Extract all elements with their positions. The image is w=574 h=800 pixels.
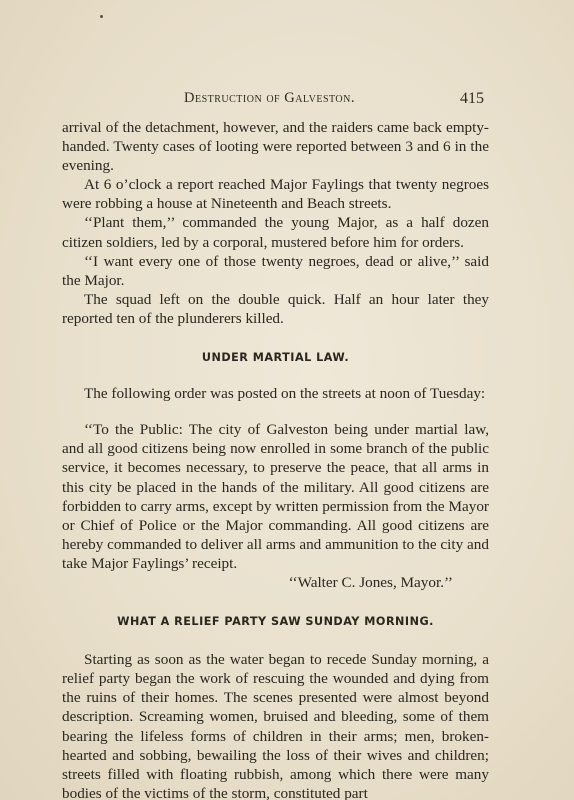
paragraph: At 6 o’clock a report reached Major Faylings that twenty negroes were robbing a house at Nineteenth and Beach streets. [62,176,489,213]
running-title: Destruction of Galveston. [184,90,355,106]
paragraph: Starting as soon as the water began to recede Sunday morning, a relief party began the work of rescuing the wounded and dying from the ruins of their homes. The scenes presented were almost beyond description. Screaming women, bruised and bleeding, some of them bearing the lifeless forms of children in their arms; men, broken-hearted and sobbing, bewailing the loss of their wives and children; streets filled with floating rubbish, among which there were many bodies of the victims of the storm, constituted part [62,651,489,800]
signature: ‘‘Walter C. Jones, Mayor.’’ [288,573,453,591]
paragraph: arrival of the detachment, however, and the raiders came back empty-handed. Twenty cases of looting were reported between 3 and 6 in the evening. [62,119,489,175]
running-head [62,90,490,110]
paragraph: The following order was posted on the streets at noon of Tuesday: [84,385,486,403]
ink-speck [100,15,103,18]
paragraph: ‘‘I want every one of those twenty negroes, dead or alive,’’ said the Major. [62,252,489,289]
body-text [62,118,489,800]
section-heading: UNDER MARTIAL LAW. [201,351,350,365]
section-heading: WHAT A RELIEF PARTY SAW SUNDAY MORNING. [117,615,434,629]
quoted-order: ‘‘To the Public: The city of Galveston being under martial law, and all good citizens being now enrolled in some branch of the public service, it becomes necessary, to preserve the peace, that all arms in this city be placed in the hands of the military. All good citizens are forbidden to carry arms, except by written permission from the Mayor or Chief of Police or the Major commanding. All good citizens are hereby commanded to deliver all arms and ammunition to the city and take Major Faylings’ receipt. [62,421,489,572]
paragraph: ‘‘Plant them,’’ commanded the young Major, as a half dozen citizen soldiers, led by a corporal, mustered before him for orders. [62,214,489,251]
paragraph: The squad left on the double quick. Half an hour later they reported ten of the plunderers killed. [62,290,489,327]
page-number: 415 [460,90,484,107]
